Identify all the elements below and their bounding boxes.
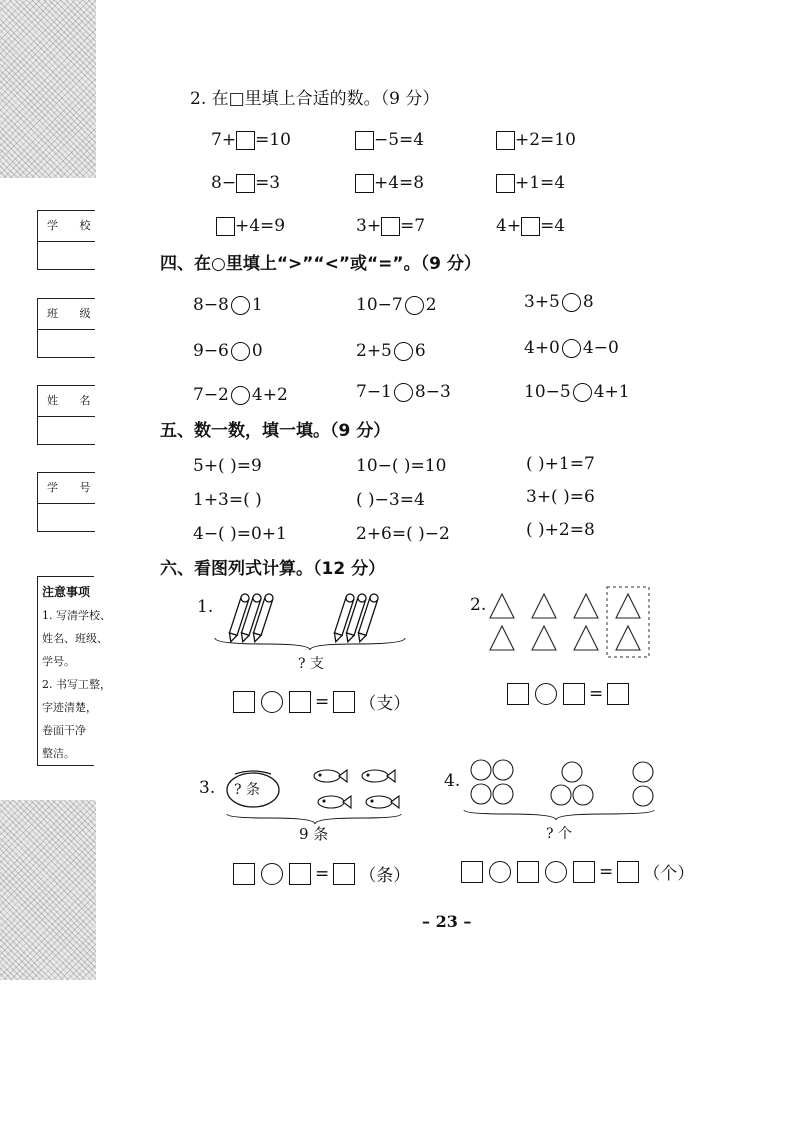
equation-suffix: +1=4 bbox=[515, 173, 566, 193]
item-1-unit: （支） bbox=[359, 694, 411, 714]
compare-left: 9−6 bbox=[193, 341, 229, 361]
answer-box[interactable] bbox=[607, 683, 629, 705]
equation-suffix: +4=9 bbox=[235, 216, 286, 236]
triangle-icon bbox=[616, 626, 640, 650]
equation-prefix: 7+ bbox=[211, 130, 237, 150]
binding-texture-top bbox=[0, 0, 96, 178]
fish-icon bbox=[362, 770, 395, 782]
triangle-icon bbox=[574, 594, 598, 618]
answer-box[interactable] bbox=[617, 861, 639, 883]
notice-line: 1. 写清学校、 bbox=[42, 609, 111, 622]
fill-box-equation bbox=[355, 172, 424, 194]
fishbowl-label: ? 条 bbox=[234, 782, 260, 798]
compare-item bbox=[524, 291, 594, 313]
section-4-title: 四、在○里填上“>”“<”或“=”。（9 分） bbox=[160, 254, 481, 274]
answer-box[interactable] bbox=[289, 691, 311, 713]
answer-box[interactable] bbox=[216, 217, 235, 236]
fill-box-equation bbox=[216, 215, 285, 237]
compare-left: 10−7 bbox=[356, 295, 403, 315]
operator-circle[interactable] bbox=[489, 861, 511, 883]
compare-circle[interactable] bbox=[394, 342, 413, 361]
equation-prefix: 3+ bbox=[356, 216, 382, 236]
item-1-caption: ? 支 bbox=[298, 656, 324, 672]
compare-right: 4+1 bbox=[593, 382, 630, 402]
equation-suffix: =3 bbox=[255, 173, 281, 193]
circle-icon bbox=[493, 784, 513, 804]
compare-item bbox=[356, 340, 426, 362]
page-number: – 23 – bbox=[422, 912, 472, 931]
paren-equation[interactable]: 3+( )=6 bbox=[526, 487, 595, 507]
item-3-unit: （条） bbox=[359, 866, 411, 886]
student-id-label: 学 号 bbox=[38, 473, 95, 504]
compare-item bbox=[524, 381, 630, 403]
notice-line: 卷面干净 bbox=[42, 724, 86, 737]
answer-box[interactable] bbox=[355, 174, 374, 193]
compare-item bbox=[356, 381, 451, 403]
item-4-number: 4. bbox=[444, 771, 461, 791]
answer-box[interactable] bbox=[521, 217, 540, 236]
compare-left: 10−5 bbox=[524, 382, 571, 402]
operator-circle[interactable] bbox=[261, 691, 283, 713]
compare-right: 4−0 bbox=[582, 338, 619, 358]
answer-box[interactable] bbox=[289, 863, 311, 885]
equation-prefix: 8− bbox=[211, 173, 237, 193]
answer-box[interactable] bbox=[236, 131, 255, 150]
item-4-unit: （个） bbox=[643, 864, 695, 884]
answer-box[interactable] bbox=[233, 863, 255, 885]
fill-box-equation bbox=[496, 129, 576, 151]
notice-line: 2. 书写工整， bbox=[42, 678, 111, 691]
fill-box-equation bbox=[211, 129, 291, 151]
item-2-number: 2. bbox=[470, 595, 487, 615]
answer-box[interactable] bbox=[236, 174, 255, 193]
compare-right: 1 bbox=[251, 295, 263, 315]
answer-box[interactable] bbox=[333, 863, 355, 885]
compare-circle[interactable] bbox=[562, 293, 581, 312]
compare-circle[interactable] bbox=[394, 383, 413, 402]
compare-item bbox=[193, 384, 288, 406]
compare-left: 8−8 bbox=[193, 295, 229, 315]
equation-prefix: 4+ bbox=[496, 216, 522, 236]
circles-picture bbox=[458, 756, 668, 822]
circle-icon bbox=[633, 762, 653, 782]
compare-circle[interactable] bbox=[573, 383, 592, 402]
answer-box[interactable] bbox=[496, 174, 515, 193]
name-label: 姓 名 bbox=[38, 386, 95, 417]
compare-left: 7−1 bbox=[356, 382, 392, 402]
paren-equation[interactable]: ( )+1=7 bbox=[526, 454, 595, 474]
equation-suffix: =7 bbox=[400, 216, 426, 236]
triangle-icon bbox=[574, 626, 598, 650]
fish-icon bbox=[366, 796, 399, 808]
operator-circle[interactable] bbox=[545, 861, 567, 883]
circle-icon bbox=[471, 784, 491, 804]
item-3-answer: = （条） bbox=[233, 861, 410, 886]
dashed-group-frame bbox=[607, 587, 649, 657]
compare-right: 6 bbox=[414, 341, 426, 361]
compare-item bbox=[193, 294, 263, 316]
fill-box-equation bbox=[496, 215, 565, 237]
compare-item bbox=[356, 294, 437, 316]
school-field[interactable] bbox=[37, 210, 100, 270]
circle-icon bbox=[562, 762, 582, 782]
answer-box[interactable] bbox=[461, 861, 483, 883]
compare-right: 8 bbox=[582, 292, 594, 312]
operator-circle[interactable] bbox=[261, 863, 283, 885]
equation-suffix: −5=4 bbox=[374, 130, 425, 150]
circle-icon bbox=[471, 760, 491, 780]
paren-equation[interactable]: ( )+2=8 bbox=[526, 520, 595, 540]
circle-icon bbox=[573, 785, 593, 805]
equation-suffix: +2=10 bbox=[515, 130, 576, 150]
section-5-title: 五、数一数，填一填。（9 分） bbox=[160, 421, 391, 441]
compare-left: 4+0 bbox=[524, 338, 560, 358]
circle-icon bbox=[493, 760, 513, 780]
equation-suffix: =10 bbox=[255, 130, 291, 150]
compare-right: 2 bbox=[425, 295, 437, 315]
triangle-icon bbox=[616, 594, 640, 618]
item-1-answer: = （支） bbox=[233, 689, 410, 714]
student-id-field[interactable] bbox=[37, 472, 100, 532]
compare-right: 0 bbox=[251, 341, 263, 361]
paren-equation[interactable]: 5+( )=9 bbox=[193, 456, 262, 476]
compare-circle[interactable] bbox=[231, 296, 250, 315]
triangle-icon bbox=[490, 626, 514, 650]
answer-box[interactable] bbox=[517, 861, 539, 883]
item-1-number: 1. bbox=[197, 597, 214, 617]
compare-item bbox=[193, 340, 263, 362]
section-2-title: 2. 在□里填上合适的数。（9 分） bbox=[190, 89, 440, 109]
paren-equation[interactable]: 10−( )=10 bbox=[356, 456, 447, 476]
triangle-icon bbox=[532, 594, 556, 618]
fish-icon bbox=[314, 770, 347, 782]
paren-equation[interactable]: 4−( )=0+1 bbox=[193, 524, 287, 544]
item-3-caption: 9 条 bbox=[299, 825, 329, 843]
fill-box-equation bbox=[355, 129, 424, 151]
item-3-number: 3. bbox=[199, 778, 216, 798]
fill-box-equation bbox=[356, 215, 425, 237]
fish-icon bbox=[318, 796, 351, 808]
compare-left: 3+5 bbox=[524, 292, 560, 312]
item-4-answer: = （个） bbox=[461, 859, 694, 884]
equation-suffix: +4=8 bbox=[374, 173, 425, 193]
notice-line: 学号。 bbox=[42, 655, 75, 668]
school-label: 学 校 bbox=[38, 211, 95, 242]
notice-title: 注意事项 bbox=[42, 585, 91, 599]
compare-right: 8−3 bbox=[414, 382, 451, 402]
answer-box[interactable] bbox=[333, 691, 355, 713]
triangle-icon bbox=[490, 594, 514, 618]
item-2-answer: = bbox=[507, 683, 629, 705]
compare-left: 7−2 bbox=[193, 385, 229, 405]
operator-circle[interactable] bbox=[535, 683, 557, 705]
answer-box[interactable] bbox=[563, 683, 585, 705]
section-6-title: 六、看图列式计算。（12 分） bbox=[160, 559, 386, 579]
fill-box-equation bbox=[211, 172, 280, 194]
triangle-icon bbox=[532, 626, 556, 650]
compare-circle[interactable] bbox=[562, 339, 581, 358]
binding-texture-bottom bbox=[0, 800, 96, 980]
compare-circle[interactable] bbox=[405, 296, 424, 315]
notice-line: 姓名、班级、 bbox=[42, 632, 108, 645]
paren-equation[interactable]: 1+3=( ) bbox=[193, 490, 262, 510]
notice-line: 整洁。 bbox=[42, 747, 75, 760]
class-label: 班 级 bbox=[38, 299, 95, 330]
compare-circle[interactable] bbox=[231, 386, 250, 405]
answer-box[interactable] bbox=[233, 691, 255, 713]
answer-box[interactable] bbox=[507, 683, 529, 705]
fill-box-equation bbox=[496, 172, 565, 194]
pencils-picture bbox=[225, 590, 395, 652]
notice-line: 字迹清楚， bbox=[42, 701, 97, 714]
compare-left: 2+5 bbox=[356, 341, 392, 361]
class-field[interactable] bbox=[37, 298, 100, 358]
equation-suffix: =4 bbox=[540, 216, 566, 236]
notice-box bbox=[37, 576, 111, 766]
triangles-picture bbox=[486, 586, 656, 658]
circle-icon bbox=[551, 785, 571, 805]
compare-item bbox=[524, 337, 619, 359]
paren-equation[interactable]: ( )−3=4 bbox=[356, 490, 425, 510]
compare-right: 4+2 bbox=[251, 385, 288, 405]
item-4-caption: ? 个 bbox=[546, 826, 572, 842]
compare-circle[interactable] bbox=[231, 342, 250, 361]
answer-box[interactable] bbox=[573, 861, 595, 883]
answer-box[interactable] bbox=[381, 217, 400, 236]
answer-box[interactable] bbox=[496, 131, 515, 150]
paren-equation[interactable]: 2+6=( )−2 bbox=[356, 524, 450, 544]
answer-box[interactable] bbox=[355, 131, 374, 150]
circle-icon bbox=[633, 786, 653, 806]
name-field[interactable] bbox=[37, 385, 100, 445]
